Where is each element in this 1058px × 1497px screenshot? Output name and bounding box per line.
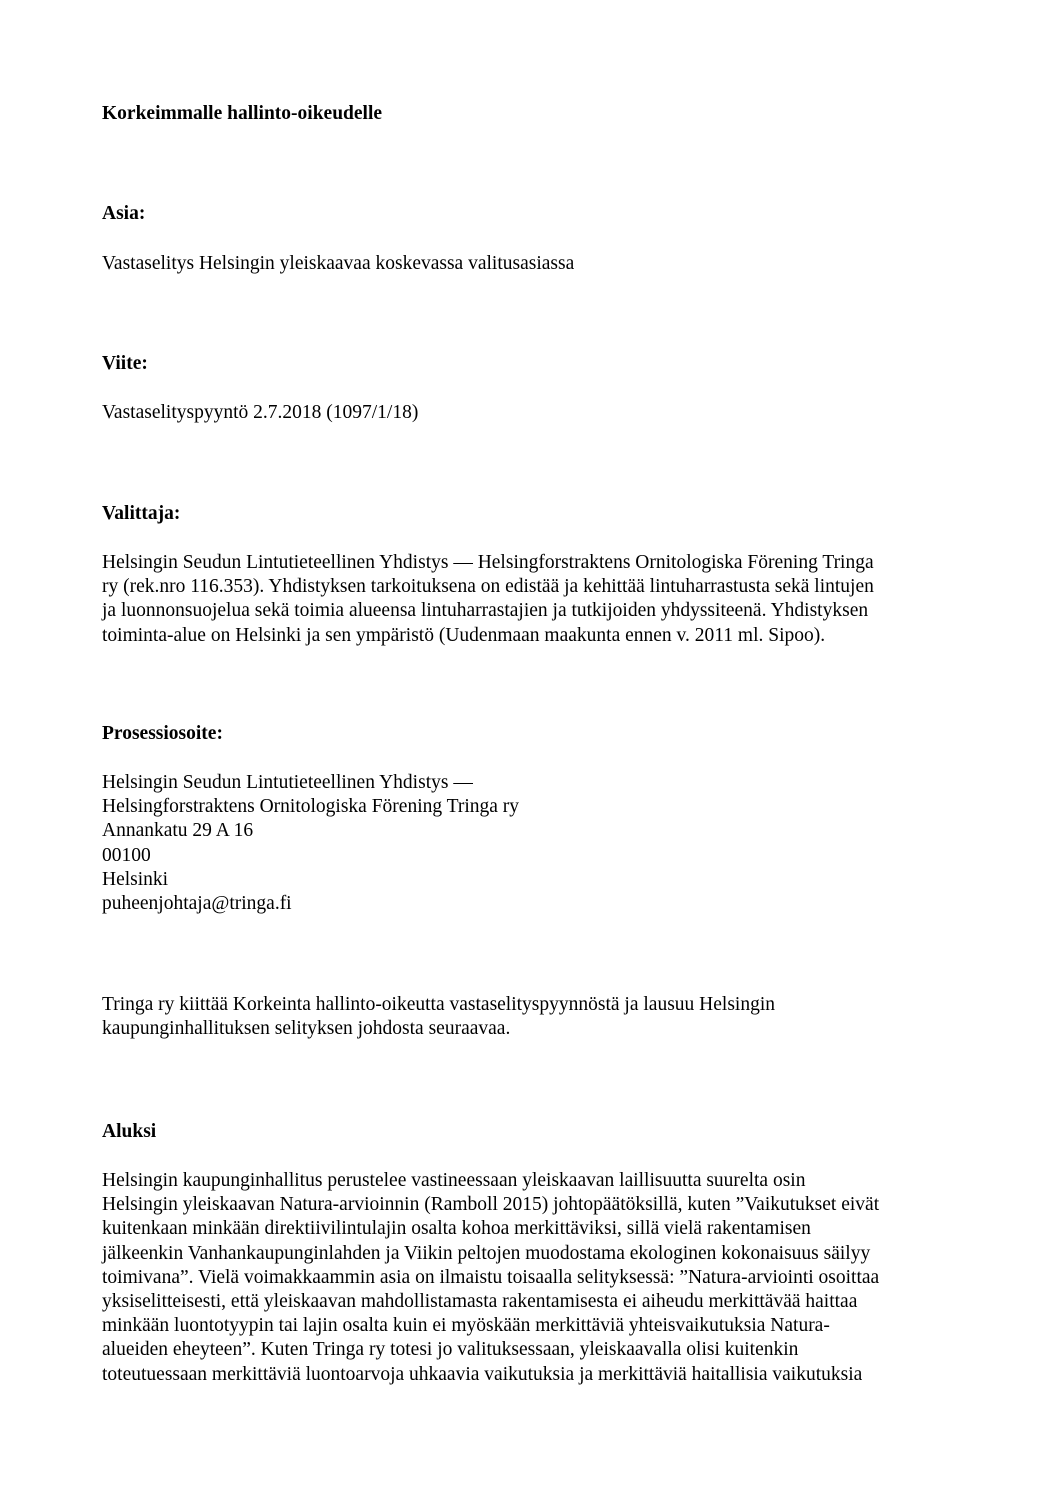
intro-line: Tringa ry kiittää Korkeinta hallinto-oikeutta vastaselityspyynnöstä ja lausuu Helsingin: [102, 994, 775, 1015]
aluksi-paragraph: [102, 1169, 962, 1387]
address-line: Annankatu 29 A 16: [102, 820, 254, 842]
aluksi-line: Helsingin yleiskaavan Natura-arvioinnin (Ramboll 2015) johtopäätöksillä, kuten ”Vaikutukset eivät: [102, 1194, 880, 1216]
intro-paragraph: [102, 993, 962, 1041]
email-address: puheenjohtaja@tringa.fi: [102, 893, 292, 915]
aluksi-line: kuitenkaan minkään direktiivilintulajin osalta kohoa merkittäviksi, sillä vielä rakentamisen: [102, 1218, 811, 1240]
aluksi-line: yksiselitteisesti, että yleiskaavan mahdollistamasta rakentamisesta ei aiheudu merkittävää haittaa: [102, 1291, 858, 1313]
valittaja-line: Helsingin Seudun Lintutieteellinen Yhdistys — Helsingforstraktens Ornitologiska Förening Tringa: [102, 552, 874, 573]
prosessiosoite-address: [102, 771, 962, 916]
valittaja-line: ry (rek.nro 116.353). Yhdistyksen tarkoituksena on edistää ja kehittää lintuharrastusta sekä lintujen: [102, 576, 874, 598]
viite-text: Vastaselityspyyntö 2.7.2018 (1097/1/18): [102, 402, 419, 423]
address-line: Helsinki: [102, 868, 169, 890]
aluksi-heading: Aluksi: [102, 1121, 157, 1142]
address-line: Helsingin Seudun Lintutieteellinen Yhdistys —: [102, 772, 473, 793]
aluksi-line: minkään luontotyypin tai lajin osalta kuin ei myöskään merkittäviä yhteisvaikutuksia Natura-: [102, 1315, 830, 1337]
valittaja-heading: Valittaja:: [102, 503, 181, 524]
aluksi-line: toimivana”. Vielä voimakkaammin asia on ilmaistu toisaalla selityksessä: ”Natura-arviointi osoittaa: [102, 1266, 880, 1288]
aluksi-line: jälkeenkin Vanhankaupunginlahden ja Viikin peltojen muodostama ekologinen kokonaisuus säilyy: [102, 1242, 871, 1264]
valittaja-line: ja luonnonsuojelua sekä toimia alueensa lintuharrastajien ja tutkijoiden yhdyssiteenä. Yhdistyksen: [102, 600, 869, 622]
aluksi-line: alueiden eheyteen”. Kuten Tringa ry totesi jo valituksessaan, yleiskaavalla olisi kuitenkin: [102, 1339, 799, 1361]
aluksi-line: Helsingin kaupunginhallitus perustelee vastineessaan yleiskaavan laillisuutta suurelta osin: [102, 1170, 806, 1191]
asia-heading: Asia:: [102, 203, 146, 224]
asia-text: Vastaselitys Helsingin yleiskaavaa koskevassa valitusasiassa: [102, 253, 575, 274]
viite-heading: Viite:: [102, 353, 148, 374]
aluksi-line: toteutuessaan merkittäviä luontoarvoja uhkaavia vaikutuksia ja merkittäviä haitallisia vaikutuksia: [102, 1363, 863, 1385]
address-line: Helsingforstraktens Ornitologiska Förening Tringa ry: [102, 796, 520, 818]
addressee-heading: Korkeimmalle hallinto-oikeudelle: [102, 103, 383, 124]
address-line: 00100: [102, 844, 151, 866]
valittaja-paragraph: [102, 551, 962, 648]
valittaja-line: toiminta-alue on Helsinki ja sen ympäristö (Uudenmaan maakunta ennen v. 2011 ml. Sipoo).: [102, 624, 826, 646]
prosessiosoite-heading: Prosessiosoite:: [102, 723, 223, 744]
intro-line: kaupunginhallituksen selityksen johdosta seuraavaa.: [102, 1018, 511, 1040]
